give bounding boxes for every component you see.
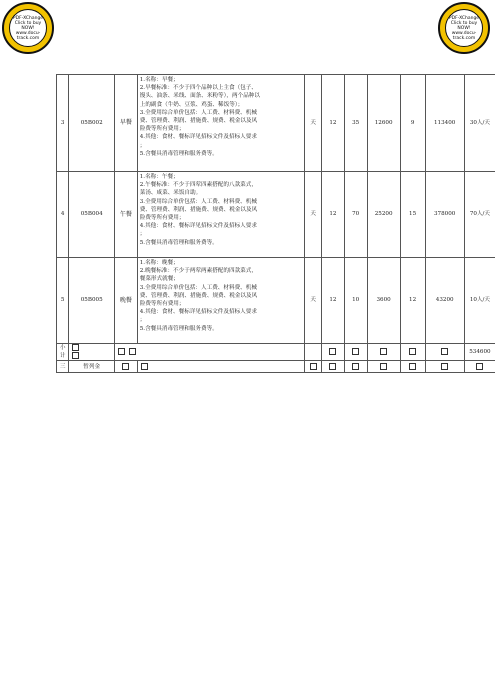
empty-box-icon [352,348,359,355]
unit: 天 [305,258,322,344]
remark: 70人/天 [464,172,495,258]
item-code: 05B005 [69,258,115,344]
badge-line3: www.docu-track.com [451,30,477,41]
empty-box-icon [141,363,148,370]
table-row [57,75,495,172]
quantity: 12 [322,172,345,258]
placeholder-cell [464,361,495,373]
placeholder-cell [400,361,425,373]
row-three-no: 三 [57,361,69,373]
placeholder-cell [114,361,137,373]
empty-box-icon [129,348,136,355]
unit: 天 [305,75,322,172]
bill-of-quantities-table [56,74,495,373]
empty-box-icon [72,344,79,351]
empty-box-icon [380,363,387,370]
badge-line1: PDF-XChange [448,15,480,21]
empty-box-icon [352,363,359,370]
empty-box-icon [380,348,387,355]
unit-price: 70 [344,172,367,258]
placeholder-cell [367,361,400,373]
empty-box-icon [476,363,483,370]
placeholder-cell [69,344,115,361]
empty-box-icon [329,348,336,355]
empty-box-icon [409,363,416,370]
amount: 3600 [367,258,400,344]
badge-line1: PDF-XChange [12,15,44,21]
subtotal-label: 小计 [57,344,69,361]
table-row [57,172,495,258]
row-no: 5 [57,258,69,344]
badge-line3: www.docu-track.com [15,30,41,41]
count: 9 [400,75,425,172]
unit: 天 [305,172,322,258]
amount: 25200 [367,172,400,258]
meal-name: 午餐 [114,172,137,258]
pdf-xchange-badge[interactable] [2,2,54,54]
remark: 10人/天 [464,258,495,344]
subtotal-value: 534600 [464,344,495,361]
badge-inner [445,9,483,47]
badge-line2: Click to buy NOW! [14,20,42,31]
item-description: 1.名称：晚餐； 2.晚餐标准：不少于两荤两素搭配的四款菜式， 餐菜形式就餐； 3.全费用综合单价包括：人工费、材料费、机械 费、管理费、利润、措施费、规费、税金以及风 险费等所有费用； 4.其他：食材、餐标详见招标文件及招标人要求 ； 5.含餐具消毒管理和服务费等。 [137,258,305,344]
item-description: 1.名称：早餐； 2.早餐标准：不少于四个品种以上主食（包子、 馒头、油条、米线、面条、米粉等），两个品种以 上的副食（牛奶、豆浆、鸡蛋、稀饭等）； 3.全费用综合单价包括：人工费、材料费、机械 费、管理费、利润、措施费、规费、税金以及风 险费等所有费用； 4.其他：食材、餐标详见招标文件及招标人要求 ； 5.含餐具消毒管理和服务费等。 [137,75,305,172]
item-code: 05B002 [69,75,115,172]
placeholder-cell [425,361,464,373]
meal-name: 早餐 [114,75,137,172]
badge-inner [9,9,47,47]
total: 378000 [425,172,464,258]
table-row [57,258,495,344]
provisional-sum-label: 暂列金 [69,361,115,373]
row-no: 4 [57,172,69,258]
placeholder-cell [322,361,345,373]
empty-box-icon [310,363,317,370]
item-code: 05B004 [69,172,115,258]
row-no: 3 [57,75,69,172]
placeholder-cell [344,344,367,361]
empty-box-icon [72,352,79,359]
empty-box-icon [441,363,448,370]
placeholder-cell [305,344,322,361]
placeholder-cell [114,344,304,361]
placeholder-cell [367,344,400,361]
remark: 30人/天 [464,75,495,172]
empty-box-icon [441,348,448,355]
placeholder-cell [400,344,425,361]
unit-price: 10 [344,258,367,344]
count: 15 [400,172,425,258]
total: 113400 [425,75,464,172]
badge-line2: Click to buy NOW! [450,20,478,31]
placeholder-cell [137,361,305,373]
total: 43200 [425,258,464,344]
empty-box-icon [122,363,129,370]
item-description: 1.名称：午餐； 2.午餐标准：不少于四荤四素搭配的八款菜式， 菜汤、咸菜、米饭自助。 3.全费用综合单价包括：人工费、材料费、机械 费、管理费、利润、措施费、规费、税金以及风 险费等所有费用； 4.其他：食材、餐标详见招标文件及招标人要求 ； 5.含餐具消毒管理和服务费等。 [137,172,305,258]
placeholder-cell [425,344,464,361]
placeholder-cell [305,361,322,373]
empty-box-icon [118,348,125,355]
quantity: 12 [322,258,345,344]
unit-price: 35 [344,75,367,172]
placeholder-cell [322,344,345,361]
pdf-xchange-badge[interactable] [438,2,490,54]
amount: 12600 [367,75,400,172]
meal-name: 晚餐 [114,258,137,344]
empty-box-icon [329,363,336,370]
quantity: 12 [322,75,345,172]
provisional-sum-row [57,361,495,373]
empty-box-icon [409,348,416,355]
count: 12 [400,258,425,344]
placeholder-cell [344,361,367,373]
subtotal-row [57,344,495,361]
